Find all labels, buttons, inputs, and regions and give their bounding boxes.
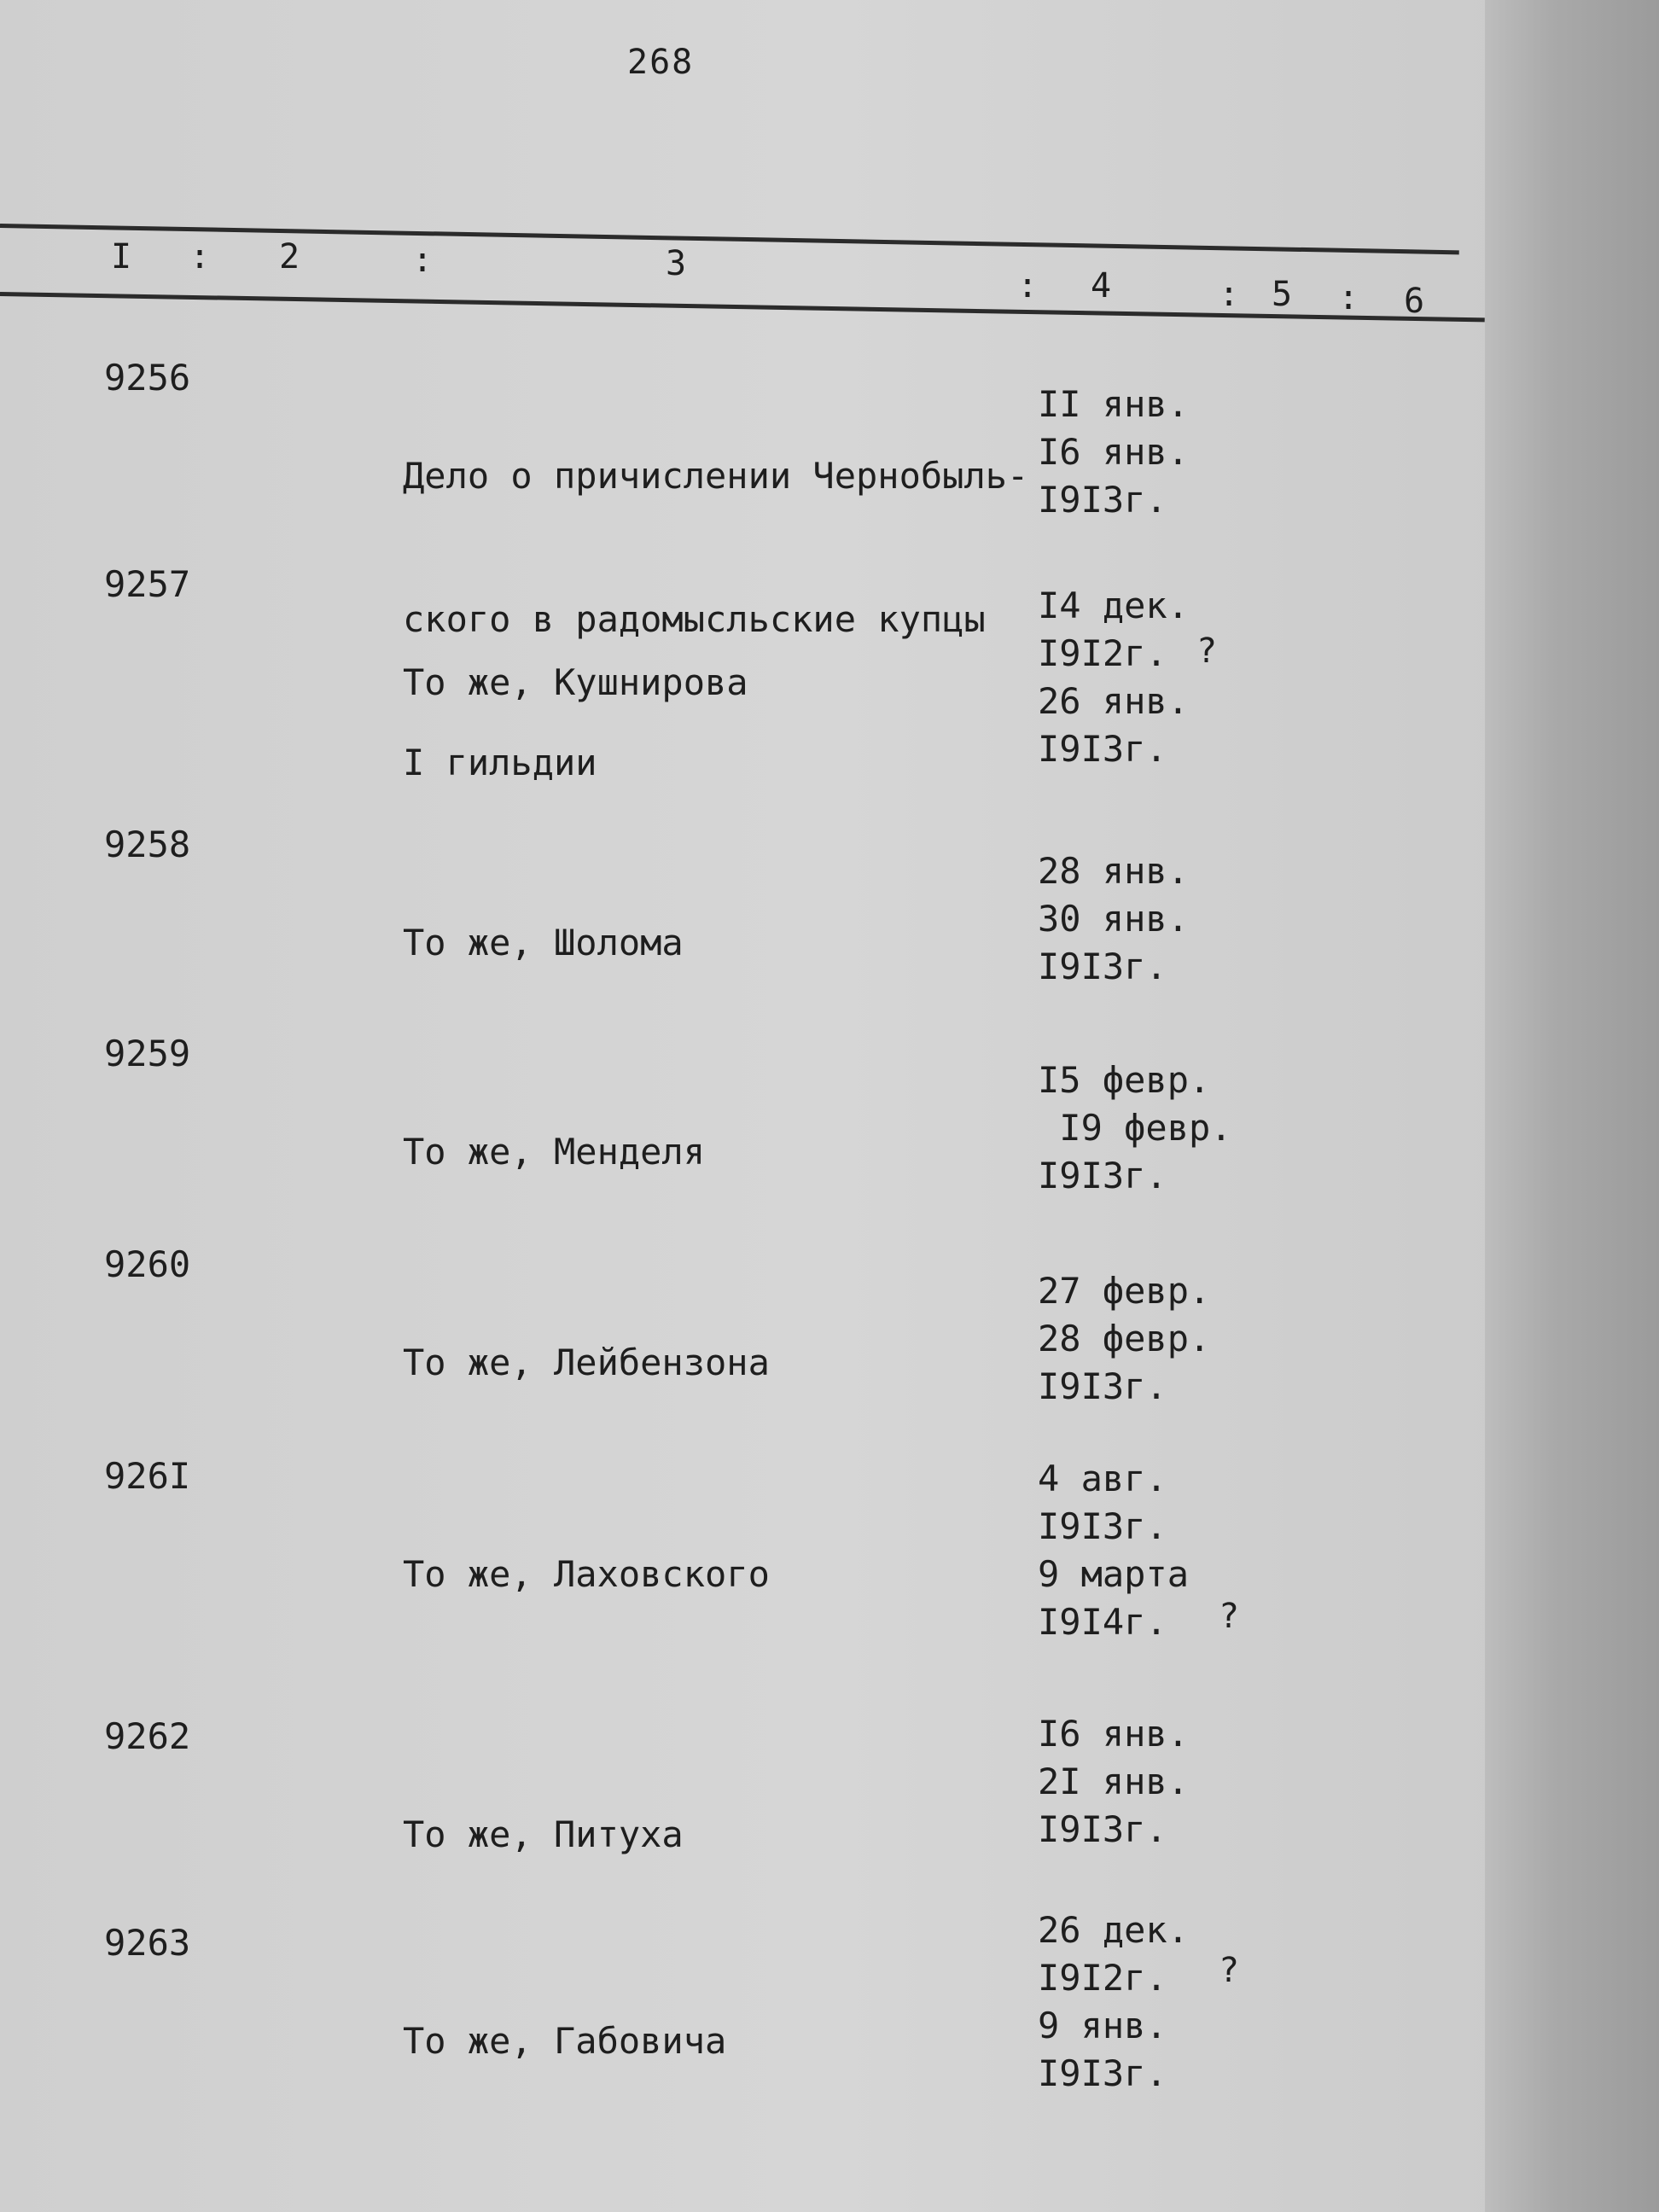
- entry-description: [403, 1922, 1051, 2161]
- date-line: I9I3г.: [1038, 728, 1167, 770]
- column-header-3: 3: [666, 244, 687, 283]
- description-line: То же, Питуха: [403, 1813, 684, 1855]
- date-line: 26 янв.: [1038, 680, 1190, 722]
- entry-dates: [1038, 582, 1189, 773]
- column-header-4: 4: [1091, 266, 1112, 306]
- entry-number: 9256: [104, 357, 191, 399]
- description-line: I гильдии: [403, 742, 597, 783]
- header-rule-bottom: [0, 292, 1485, 322]
- entry-description: [403, 1455, 1051, 1694]
- date-line: I9I2г.: [1038, 632, 1167, 674]
- entry-description: [403, 1243, 1051, 1482]
- date-line: I9I3г.: [1038, 1808, 1167, 1850]
- date-line: I9I3г.: [1038, 946, 1167, 987]
- date-line: 9 янв.: [1038, 2005, 1167, 2046]
- entry-number: 9258: [104, 824, 191, 865]
- page-number: 268: [627, 43, 695, 82]
- column-separator: :: [412, 241, 434, 280]
- description-line: То же, Габовича: [403, 2020, 727, 2062]
- entry-dates: [1038, 847, 1189, 991]
- question-mark: ?: [1196, 632, 1218, 671]
- date-line: I9I3г.: [1038, 1505, 1167, 1547]
- column-separator: :: [1219, 275, 1240, 314]
- description-line: ского в радомысльские купцы: [403, 598, 986, 640]
- date-line: 27 февр.: [1038, 1270, 1211, 1312]
- entry-dates: [1038, 1057, 1232, 1200]
- question-mark: ?: [1219, 1951, 1240, 1990]
- description-line: То же, Лаховского: [403, 1553, 770, 1595]
- entry-dates: [1038, 1906, 1189, 2098]
- date-line: 4 авг.: [1038, 1458, 1167, 1499]
- date-line: 26 дек.: [1038, 1909, 1190, 1951]
- description-line: Дело о причислении Чернобыль-: [403, 455, 1029, 497]
- date-line: I6 янв.: [1038, 1713, 1190, 1755]
- date-line: 28 янв.: [1038, 850, 1190, 892]
- entry-dates: [1038, 1455, 1189, 1646]
- date-line: 30 янв.: [1038, 898, 1190, 940]
- date-line: I9I2г.: [1038, 1957, 1167, 1999]
- date-line: I9I3г.: [1038, 1155, 1167, 1196]
- column-separator: :: [189, 237, 211, 276]
- date-line: I6 янв.: [1038, 431, 1190, 473]
- description-line: То же, Менделя: [403, 1131, 706, 1173]
- description-line: То же, Шолома: [403, 922, 684, 963]
- page-edge-shadow: [1485, 0, 1659, 2212]
- entry-description: [403, 1033, 1051, 1272]
- date-line: I9I4г.: [1038, 1601, 1167, 1643]
- date-line: 28 февр.: [1038, 1318, 1211, 1359]
- column-header-5: 5: [1272, 275, 1293, 314]
- description-line: То же, Кушнирова: [403, 661, 748, 703]
- entry-number: 9257: [104, 563, 191, 605]
- date-line: I5 февр.: [1038, 1059, 1211, 1101]
- entry-description: [403, 824, 1051, 1062]
- date-line: I9I3г.: [1038, 2052, 1167, 2094]
- column-header-2: 2: [279, 237, 300, 276]
- column-separator: :: [1017, 266, 1039, 306]
- header-rule-top: [0, 224, 1459, 254]
- entry-number: 9263: [104, 1922, 191, 1964]
- question-mark: ?: [1219, 1597, 1240, 1636]
- column-header-6: 6: [1404, 282, 1425, 321]
- entry-number: 9259: [104, 1033, 191, 1074]
- column-separator: :: [1338, 278, 1359, 317]
- date-line: 9 марта: [1038, 1553, 1190, 1595]
- entry-dates: [1038, 1710, 1189, 1854]
- date-line: I4 дек.: [1038, 585, 1190, 626]
- date-line: I9I3г.: [1038, 1365, 1167, 1407]
- date-line: II янв.: [1038, 383, 1190, 425]
- description-line: То же, Лейбензона: [403, 1342, 770, 1383]
- entry-dates: [1038, 381, 1189, 524]
- date-line: 2I янв.: [1038, 1761, 1190, 1802]
- entry-description: [403, 1715, 1051, 1954]
- entry-description: [403, 563, 1051, 802]
- date-line: I9I3г.: [1038, 479, 1167, 521]
- date-line: I9 февр.: [1038, 1107, 1232, 1149]
- entry-number: 9262: [104, 1715, 191, 1757]
- entry-number: 9260: [104, 1243, 191, 1285]
- entry-number: 926I: [104, 1455, 191, 1497]
- entry-dates: [1038, 1267, 1210, 1411]
- column-header-1: I: [111, 237, 132, 276]
